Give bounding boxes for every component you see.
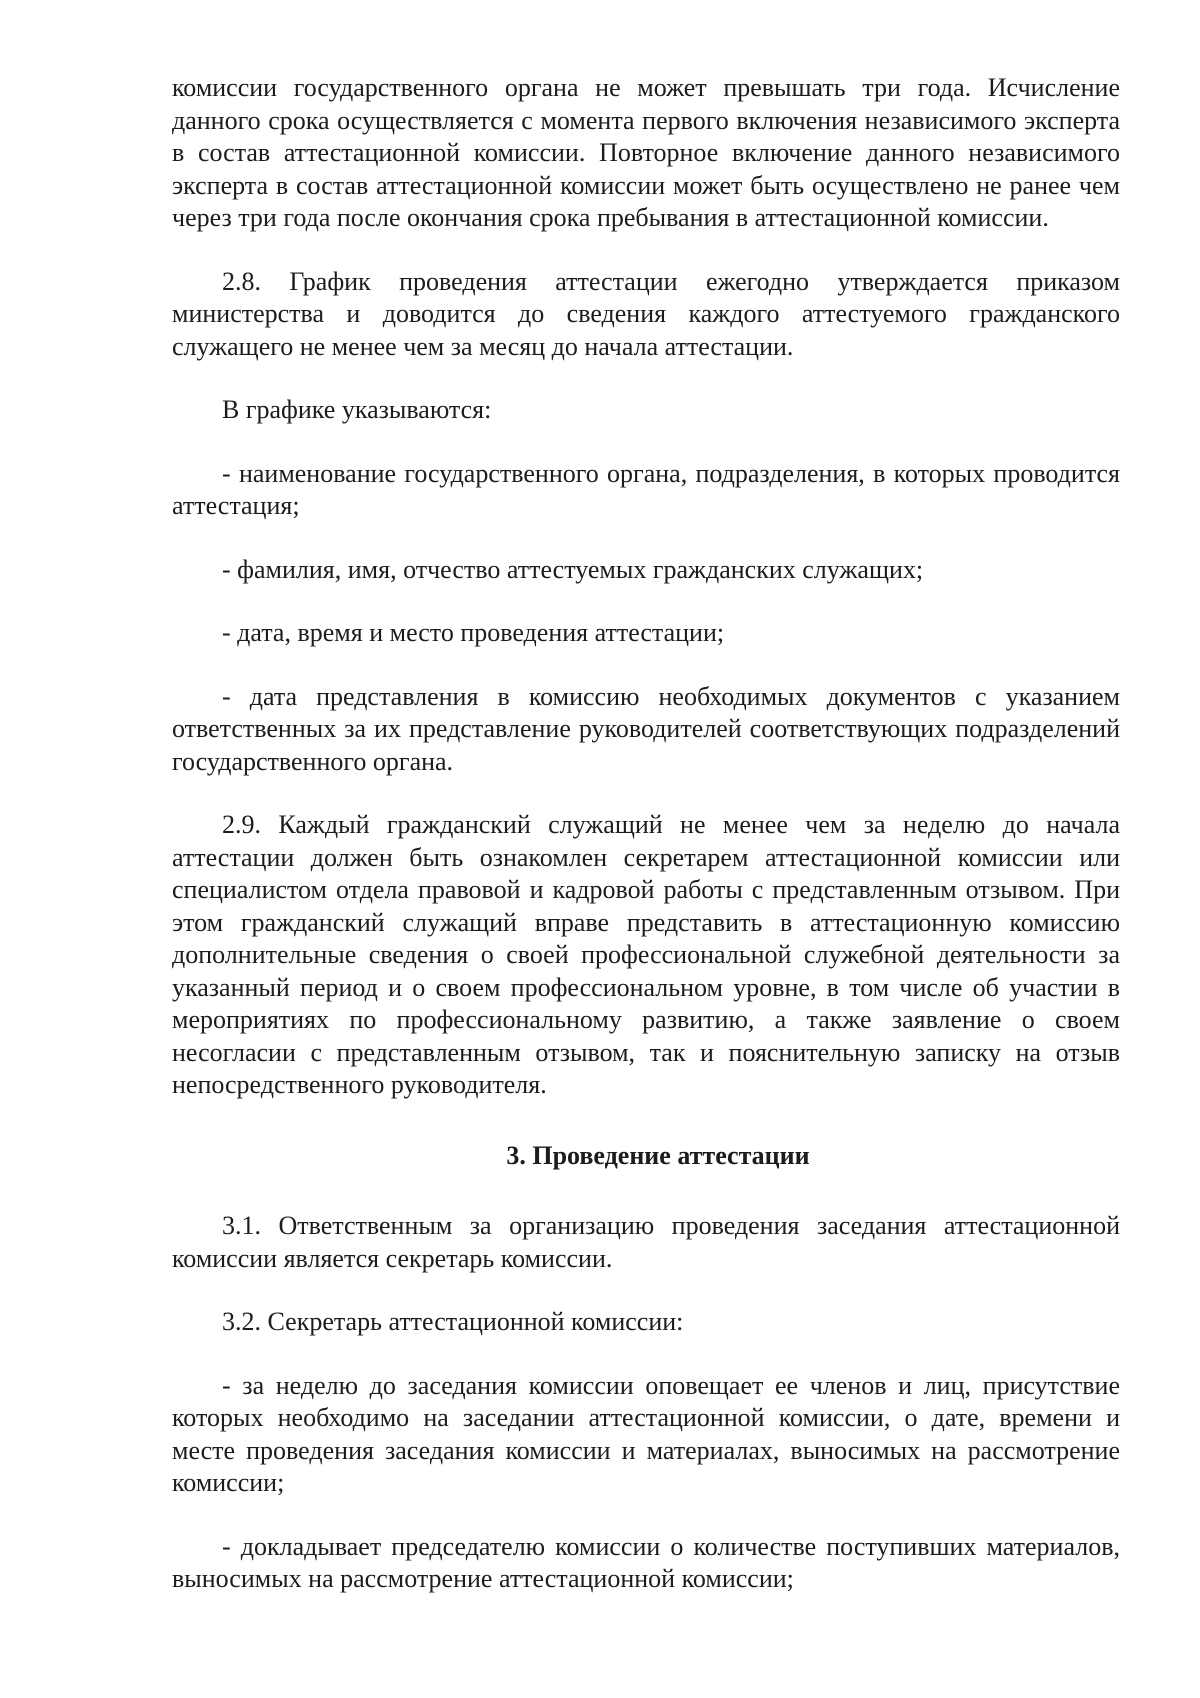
list-item-documents-date: - дата представления в комиссию необходимых документов с указанием ответственных за их представление руководителей соответствующих подразделений государственного органа. xyxy=(172,681,1120,776)
list-item-report-chairman: - докладывает председателю комиссии о количестве поступивших материалов, выносимых на рассмотрение аттестационной комиссии; xyxy=(172,1531,1120,1593)
paragraph-2-9: 2.9. Каждый гражданский служащий не менее чем за неделю до начала аттестации должен быть ознакомлен секретарем аттестационной комиссии или специалистом отдела правовой и кадровой работы с представленным отзывом. При этом гражданский служащий вправе представить в аттестационную комиссию дополнительные сведения о своей профессиональной служебной деятельности за указанный период и о своем профессиональном уровне, в том числе об участии в мероприятиях по профессиональному развитию, а также заявление о своем несогласии с представленным отзывом, так и пояснительную записку на отзыв непосредственного руководителя. xyxy=(172,810,1120,1099)
list-item-full-name: - фамилия, имя, отчество аттестуемых гражданских служащих; xyxy=(222,554,924,584)
paragraph-3-2: 3.2. Секретарь аттестационной комиссии: xyxy=(222,1307,684,1336)
list-item-organ-name: - наименование государственного органа, подразделения, в которых проводится аттестация; xyxy=(172,458,1120,520)
paragraph-2-8: 2.8. График проведения аттестации ежегодно утверждается приказом министерства и доводится до сведения каждого аттестуемого гражданского служащего не менее чем за месяц до начала аттестации. xyxy=(172,266,1120,361)
section-heading: 3. Проведение аттестации xyxy=(506,1140,810,1170)
list-item-notify-members: - за неделю до заседания комиссии оповещает ее членов и лиц, присутствие которых необходимо на заседании аттестационной комиссии, о дате, времени и месте проведения заседания комиссии и материалах, выносимых на рассмотрение комиссии; xyxy=(172,1370,1120,1497)
paragraph-schedule-intro: В графике указываются: xyxy=(222,395,492,424)
paragraph-3-1: 3.1. Ответственным за организацию проведения заседания аттестационной комиссии является секретарь комиссии. xyxy=(172,1211,1120,1273)
document-page xyxy=(172,72,1120,1596)
list-item-date-place: - дата, время и место проведения аттестации; xyxy=(222,618,725,647)
paragraph-term-limit: комиссии государственного органа не может превышать три года. Исчисление данного срока осуществляется с момента первого включения независимого эксперта в состав аттестационной комиссии. Повторное включение данного независимого эксперта в состав аттестационной комиссии может быть осуществлено не ранее чем через три года после окончания срока пребывания в аттестационной комиссии. xyxy=(172,73,1120,232)
